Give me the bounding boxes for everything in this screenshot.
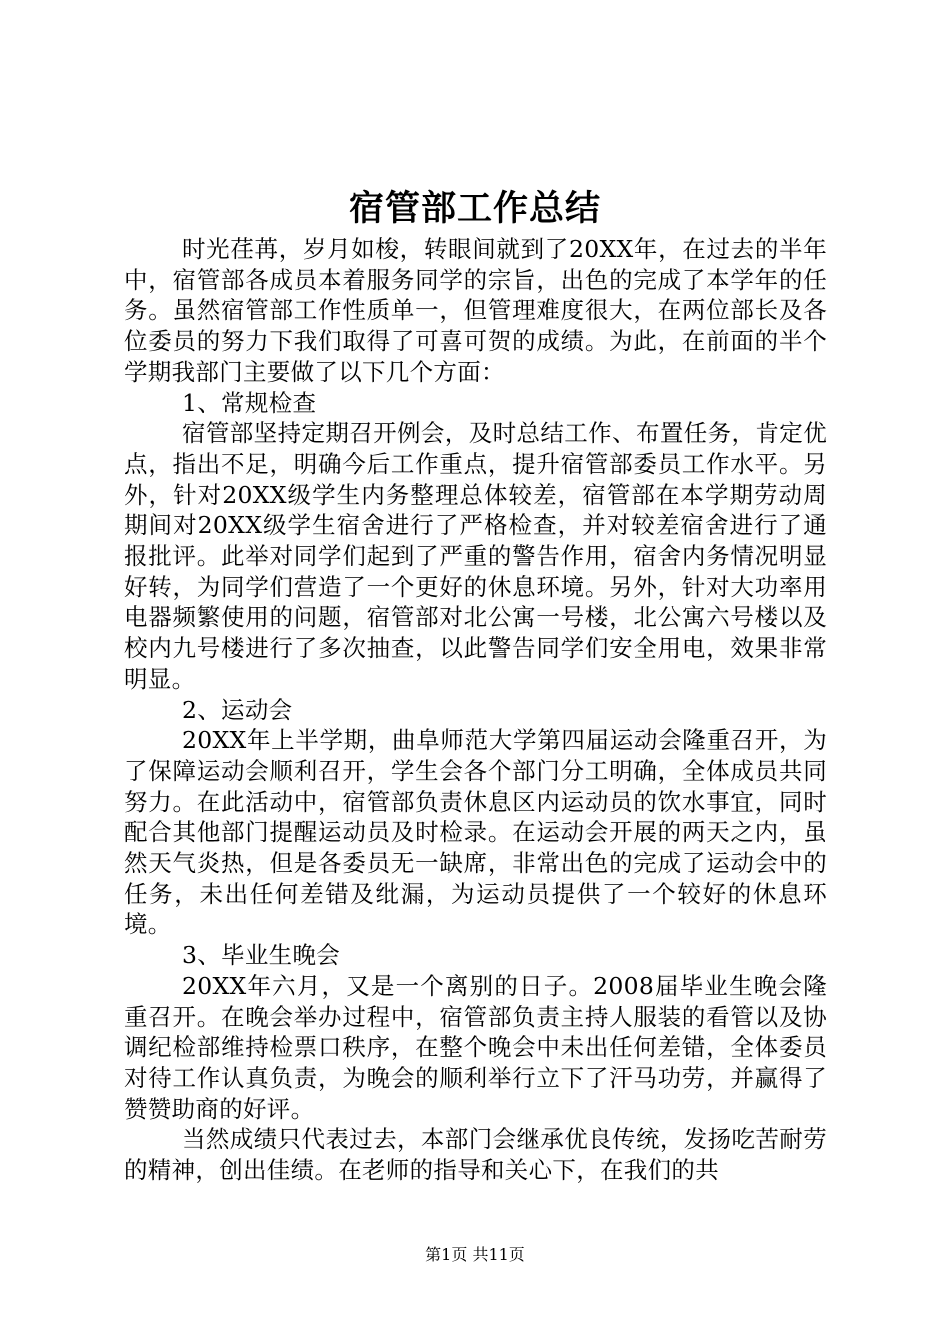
paragraph-sports-meet: 20XX年上半学期，曲阜师范大学第四届运动会隆重召开，为了保障运动会顺利召开，学生会各个部门分工明确，全体成员共同努力。在此活动中，宿管部负责休息区内运动员的饮水事宜，同时配合其他部门提醒运动员及时检录。在运动会开展的两天之内，虽然天气炎热，但是各委员无一缺席，非常出色的完成了运动会中的任务，未出任何差错及纰漏，为运动员提供了一个较好的休息环境。	[124, 726, 827, 939]
paragraph-routine-inspection: 宿管部坚持定期召开例会，及时总结工作、布置任务，肯定优点，指出不足，明确今后工作重点，提升宿管部委员工作水平。另外，针对20XX级学生内务整理总体较差，宿管部在本学期劳动周期间对20XX级学生宿舍进行了严格检查，并对较差宿舍进行了通报批评。此举对同学们起到了严重的警告作用，宿舍内务情况明显好转，为同学们营造了一个更好的休息环境。另外，针对大功率用电器频繁使用的问题，宿管部对北公寓一号楼，北公寓六号楼以及校内九号楼进行了多次抽查，以此警告同学们安全用电，效果非常明显。	[124, 419, 827, 693]
paragraph-intro: 时光荏苒，岁月如梭，转眼间就到了20XX年，在过去的半年中，宿管部各成员本着服务同学的宗旨，出色的完成了本学年的任务。虽然宿管部工作性质单一，但管理难度很大，在两位部长及各位委员的努力下我们取得了可喜可贺的成绩。为此，在前面的半个学期我部门主要做了以下几个方面：	[124, 235, 827, 386]
paragraph-conclusion: 当然成绩只代表过去，本部门会继承优良传统，发扬吃苦耐劳的精神，创出佳绩。在老师的指导和关心下，在我们的共	[124, 1125, 827, 1185]
section-heading-routine-inspection: 1、常规检查	[182, 388, 317, 417]
document-title: 宿管部工作总结	[348, 188, 601, 229]
section-heading-graduation-party: 3、毕业生晚会	[182, 941, 341, 970]
page-number-footer: 第1页 共11页	[425, 1245, 525, 1264]
section-heading-sports-meet: 2、运动会	[182, 695, 293, 724]
document-body	[124, 234, 827, 1186]
paragraph-graduation-party: 20XX年六月，又是一个离别的日子。2008届毕业生晚会隆重召开。在晚会举办过程中，宿管部负责主持人服装的看管以及协调纪检部维持检票口秩序，在整个晚会中未出任何差错，全体委员对待工作认真负责，为晚会的顺利举行立下了汗马功劳，并赢得了赞赞助商的好评。	[124, 971, 827, 1123]
